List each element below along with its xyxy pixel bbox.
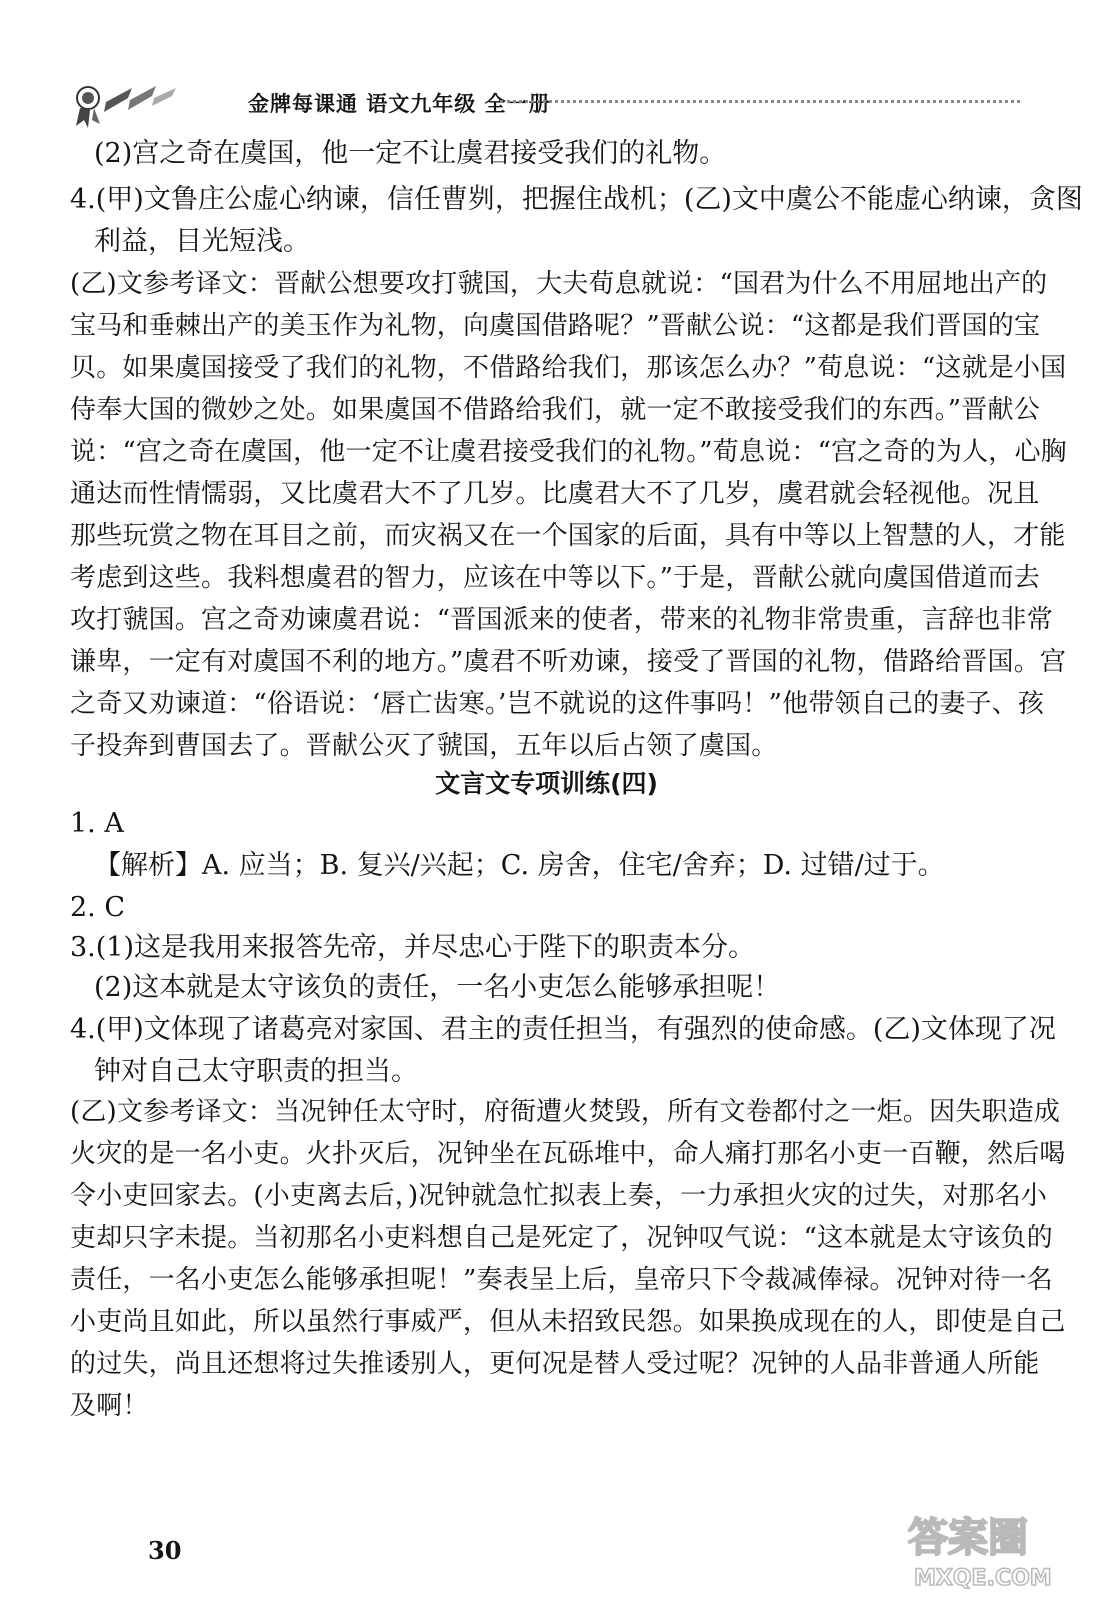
page-number: 30 — [148, 1536, 182, 1565]
translation-line: 及啊！ — [70, 1391, 149, 1421]
translation-line: 攻打虢国。宫之奇劝谏虞君说：“晋国派来的使者，带来的礼物非常贵重，言辞也非常 — [70, 605, 1053, 635]
translation-line: (乙)文参考译文：晋献公想要攻打虢国，大夫荀息就说：“国君为什么不用屈地出产的 — [70, 269, 1048, 299]
answer-line: (2)宫之奇在虞国，他一定不让虞君接受我们的礼物。 — [94, 138, 727, 169]
section-heading: 文言文专项训练(四) — [435, 769, 658, 798]
answer-line: 4.(甲)文鲁庄公虚心纳谏，信任曹刿，把握住战机；(乙)文中虞公不能虚心纳谏，贪图 — [70, 184, 1083, 215]
translation-line: 那些玩赏之物在耳目之前，而灾祸又在一个国家的后面，具有中等以上智慧的人，才能 — [70, 521, 1066, 551]
translation-line: 贝。如果虞国接受了我们的礼物，不借路给我们，那该怎么办？”荀息说：“这就是小国 — [70, 353, 1067, 383]
translation-line: 侍奉大国的微妙之处。如果虞国不借路给我们，就一定不敢接受我们的东西。”晋献公 — [70, 395, 1040, 425]
translation-line: 谦卑，一定有对虞国不利的地方。”虞君不听劝谏，接受了晋国的礼物，借路给晋国。宫 — [70, 647, 1067, 677]
translation-line: 小吏尚且如此，所以虽然行事威严，但从未招致民怨。如果换成现在的人，即使是自己 — [70, 1307, 1066, 1337]
translation-line: 通达而性情懦弱，又比虞君大不了几岁。比虞君大不了几岁，虞君就会轻视他。况且 — [70, 479, 1040, 509]
translation-line: 吏却只字未提。当初那名小吏料想自己是死定了，况钟叹气说：“这本就是太守该负的 — [70, 1223, 1053, 1253]
translation-line: 火灾的是一名小吏。火扑灭后，况钟坐在瓦砾堆中，命人痛打那名小吏一百鞭，然后喝 — [70, 1139, 1066, 1169]
analysis-line: 【解析】A. 应当；B. 复兴/兴起；C. 房舍，住宅/舍弃；D. 过错/过于。 — [94, 850, 945, 881]
translation-line: 责任，一名小吏怎么能够承担呢！”奏表呈上后，皇帝只下令裁减俸禄。况钟对待一名 — [70, 1265, 1053, 1295]
watermark-logo-icon — [900, 1505, 1080, 1595]
translation-line: 的过失，尚且还想将过失推诿别人，更何况是替人受过呢？况钟的人品非普通人所能 — [70, 1349, 1040, 1379]
answer-line: 利益，目光短浅。 — [94, 226, 310, 257]
translation-line: 考虑到这些。我料想虞君的智力，应该在中等以下。”于是，晋献公就向虞国借道而去 — [70, 563, 1040, 593]
page-header — [70, 82, 1020, 132]
medal-ribbon-logo-icon — [70, 82, 180, 132]
translation-line: 令小吏回家去。(小吏离去后，)况钟就急忙拟表上奏，一力承担火灾的过失，对那名小 — [70, 1181, 1048, 1211]
svg-text:答案圈: 答案圈 — [908, 1515, 1028, 1561]
answer-line: 3.(1)这是我用来报答先帝，并尽忠心于陛下的职责本分。 — [70, 932, 756, 963]
translation-line: 说：“宫之奇在虞国，他一定不让虞君接受我们的礼物。”荀息说：“宫之奇的为人，心胸 — [70, 437, 1067, 467]
translation-line: 之奇又劝谏道：“俗语说：‘唇亡齿寒。’岂不就说的这件事吗！”他带领自己的妻子、孩 — [70, 689, 1045, 719]
answer-line: 4.(甲)文体现了诸葛亮对家国、君主的责任担当，有强烈的使命感。(乙)文体现了况 — [70, 1014, 1056, 1045]
answer-line: 钟对自己太守职责的担当。 — [94, 1056, 418, 1087]
svg-text:MXQE.COM: MXQE.COM — [914, 1566, 1052, 1591]
answer-line: 2. C — [70, 892, 126, 923]
translation-line: 子投奔到曹国去了。晋献公灭了虢国，五年以后占领了虞国。 — [70, 731, 778, 761]
header-rule — [500, 100, 1020, 103]
answer-line: 1. A — [70, 808, 124, 839]
translation-line: (乙)文参考译文：当况钟任太守时，府衙遭火焚毁，所有文卷都付之一炬。因失职造成 — [70, 1097, 1061, 1127]
header-title: 金牌每课通 语文九年级 全一册 — [248, 92, 551, 116]
translation-line: 宝马和垂棘出产的美玉作为礼物，向虞国借路呢？”晋献公说：“这都是我们晋国的宝 — [70, 311, 1041, 341]
answer-line: (2)这本就是太守该负的责任，一名小吏怎么能够承担呢！ — [94, 972, 781, 1003]
